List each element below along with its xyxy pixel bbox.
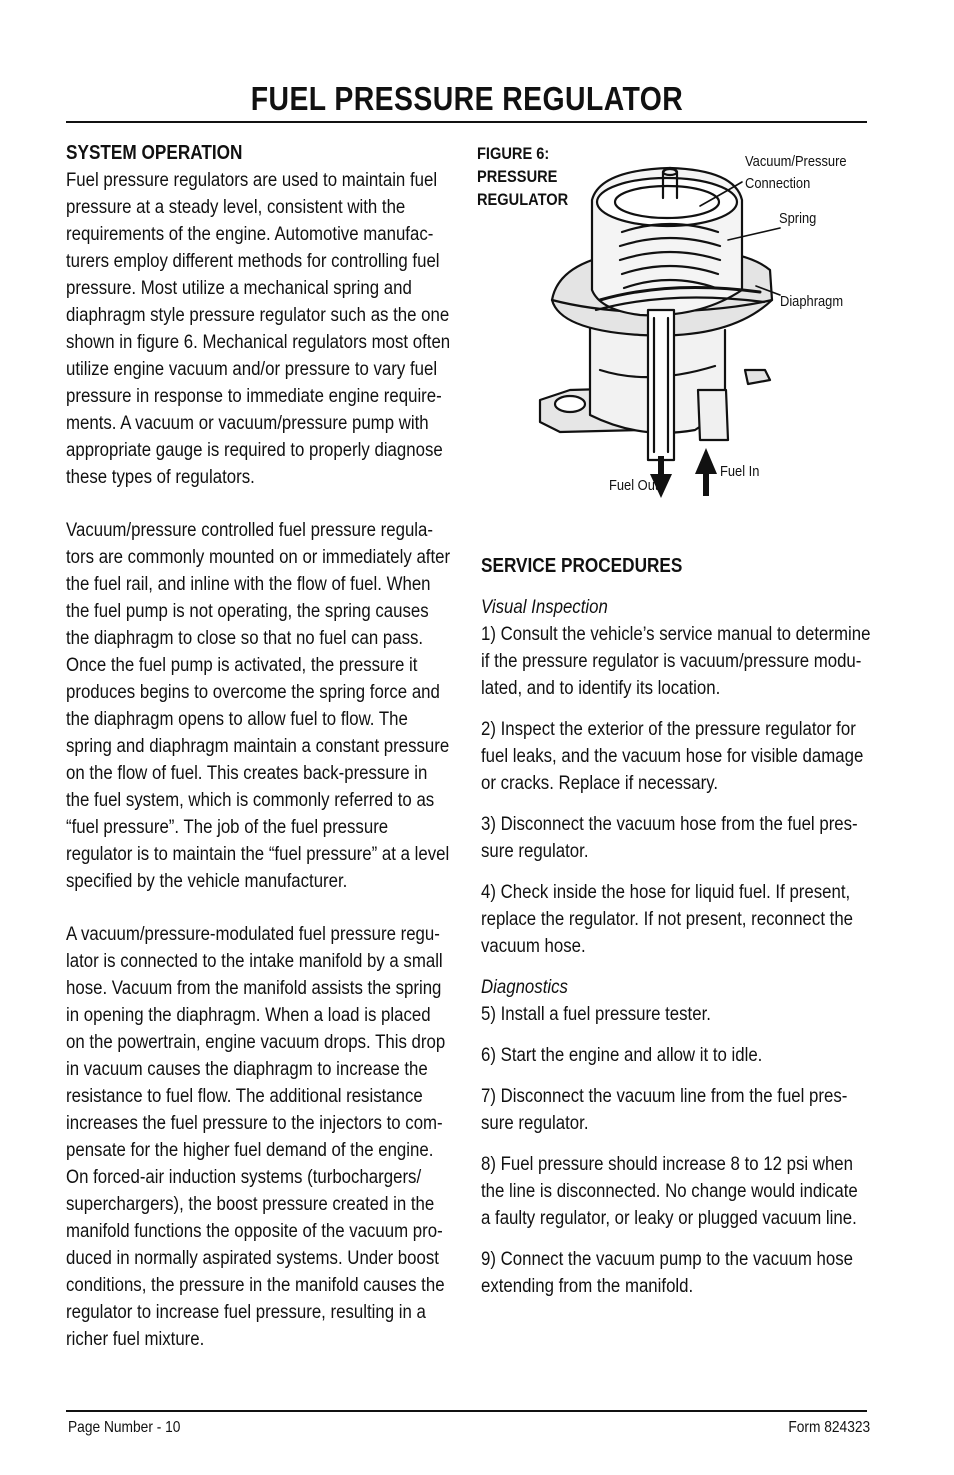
spring-label: Spring (779, 210, 817, 227)
procedure-step-9: 9) Connect the vacuum pump to the vacuum hose extending from the manifold. (481, 1249, 854, 1297)
pressure-regulator-figure (530, 140, 870, 500)
procedure-step-3: 3) Disconnect the vacuum hose from the fuel pres-sure regulator. (481, 814, 858, 862)
procedure-step-6: 6) Start the engine and allow it to idle. (481, 1045, 763, 1066)
service-procedures-heading: SERVICE PROCEDURES (481, 555, 683, 577)
page-title: FUEL PRESSURE REGULATOR (250, 80, 684, 117)
fuel-in-label: Fuel In (720, 463, 760, 480)
footer-divider (66, 1410, 867, 1412)
procedure-step-5: 5) Install a fuel pressure tester. (481, 1004, 711, 1025)
procedure-step-8: 8) Fuel pressure should increase 8 to 12 psi when the line is disconnected. No change would indicate a faulty regulator, or leaky or plugged vacuum line. (481, 1154, 858, 1229)
fuel-out-label: Fuel Out (609, 477, 659, 494)
title-divider (66, 121, 867, 123)
system-operation-section (66, 140, 452, 1353)
page-number: Page Number - 10 (68, 1419, 181, 1436)
system-operation-heading: SYSTEM OPERATION (66, 142, 243, 164)
visual-inspection-heading: Visual Inspection (481, 597, 608, 618)
figure-caption-line-3: REGULATOR (477, 190, 569, 209)
service-procedures-section (481, 553, 871, 1300)
procedure-step-7: 7) Disconnect the vacuum line from the fuel pres-sure regulator. (481, 1086, 848, 1134)
system-operation-paragraph-2: Vacuum/pressure controlled fuel pressure regula-tors are commonly mounted on or immediately after the fuel rail, and inline with the flow of fuel. When the fuel pump is not operating, the spring causes the diaphragm to close so that no fuel can pass. Once the fuel pump is activated, the pressure it produces begins to overcome the spring force and the diaphragm opens to allow fuel to flow. The spring and diaphragm maintain a constant pressure on the flow of fuel. This creates back-pressure in the fuel system, which is commonly referred to as “fuel pressure”. The job of the fuel pressure regulator is to maintain the “fuel pressure” at a level specified by the vehicle manufacturer. (66, 520, 451, 892)
diagnostics-heading: Diagnostics (481, 977, 568, 998)
procedure-step-4: 4) Check inside the hose for liquid fuel. If present, replace the regulator. If not present, reconnect the vacuum hose. (481, 882, 854, 957)
figure-caption-line-1: FIGURE 6: (477, 144, 550, 163)
system-operation-paragraph-3: A vacuum/pressure-modulated fuel pressure regu-lator is connected to the intake manifold by a small hose. Vacuum from the manifold assists the spring in opening the diaphragm. When a load is placed on the powertrain, engine vacuum drops. This drop in vacuum causes the diaphragm to increase the resistance to fuel flow. The additional resistance increases the fuel pressure to the injectors to com-pensate for the higher fuel demand of the engine. On forced-air induction systems (turbochargers/ superchargers), the boost pressure created in the manifold functions the opposite of the vacuum pro-duced in normally aspirated systems. Under boost conditions, the pressure in the manifold causes the regulator to increase fuel pressure, resulting in a richer fuel mixture. (66, 924, 446, 1350)
diaphragm-label: Diaphragm (780, 293, 844, 310)
procedure-step-2: 2) Inspect the exterior of the pressure regulator for fuel leaks, and the vacuum hose for visible damage or cracks. Replace if necessary. (481, 719, 864, 794)
system-operation-paragraph-1: Fuel pressure regulators are used to maintain fuel pressure at a steady level, consistent with the requirements of the engine. Automotive manufac-turers employ different methods for controlling fuel pressure. Most utilize a mechanical spring and diaphragm style pressure regulator such as the one shown in figure 6. Mechanical regulators most often utilize engine vacuum and/or pressure to vary fuel pressure in response to immediate engine require-ments. A vacuum or vacuum/pressure pump with appropriate gauge is required to properly diagnose these types of regulators. (66, 170, 451, 488)
vacuum-pressure-connection-label: Vacuum/Pressure Connection (745, 153, 847, 192)
figure-caption-line-2: PRESSURE (477, 167, 558, 186)
form-number: Form 824323 (788, 1419, 870, 1436)
procedure-step-1: 1) Consult the vehicle’s service manual to determine if the pressure regulator is vacuum/pressure modu-lated, and to identify its location. (481, 624, 871, 699)
